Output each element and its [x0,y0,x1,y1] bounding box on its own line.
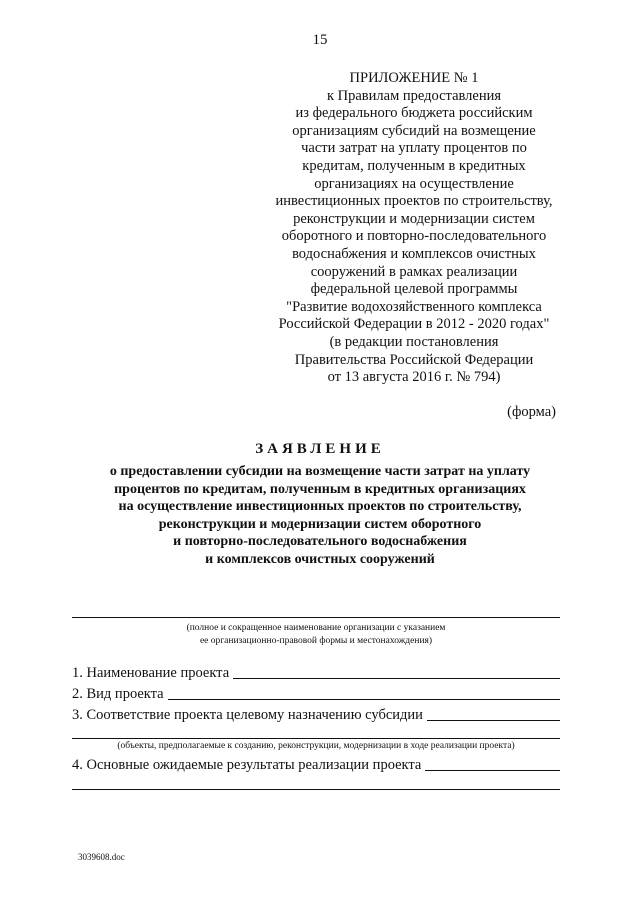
appendix-line: от 13 августа 2016 г. № 794) [327,369,501,386]
results-blank[interactable] [425,770,560,771]
project-name-blank[interactable] [233,678,560,679]
results-extra-line[interactable] [72,789,560,790]
results-field [72,757,560,774]
subtitle-line: о предоставлении субсидии на возмещение части затрат на уплату [109,464,531,479]
appendix-heading: ПРИЛОЖЕНИЕ № 1 [349,70,479,86]
appendix-line: к Правилам предоставления [326,87,502,104]
appendix-line: Российской Федерации в 2012 - 2020 годах" [278,316,550,333]
form-label: (форма) [507,404,556,420]
appendix-line: организациях на осуществление [314,175,514,192]
appendix-line: (в редакции постановления [329,333,499,350]
subtitle-line: процентов по кредитам, полученным в кредитных организациях [114,481,526,497]
appendix-block [256,70,572,387]
appendix-line: Правительства Российской Федерации [294,351,534,368]
appendix-line: кредитам, полученным в кредитных [302,157,526,174]
subtitle-line: и комплексов очистных сооружений [205,551,435,567]
appendix-line: водоснабжения и комплексов очистных [292,245,536,262]
organization-hint [72,622,560,648]
page-number: 15 [312,32,328,48]
appendix-line: части затрат на уплату процентов по [301,140,527,157]
appendix-line: инвестиционных проектов по строительству, [275,193,553,210]
document-title: ЗАЯВЛЕНИЕ [255,441,385,457]
appendix-line: сооружений в рамках реализации [310,263,518,280]
results-label: 4. Основные ожидаемые результаты реализации проекта [72,757,422,773]
appendix-line: из федерального бюджета российским [295,105,533,122]
subtitle-line: реконструкции и модернизации систем оборотного [158,516,482,532]
appendix-line: федеральной целевой программы [310,281,518,298]
subtitle-line: на осуществление инвестиционных проектов по строительству, [118,499,522,515]
organization-hint-line: (полное и сокращенное наименование организации с указанием [186,623,446,633]
subtitle-line: и повторно-последовательного водоснабжения [173,534,467,550]
compliance-label: 3. Соответствие проекта целевому назначению субсидии [72,707,423,723]
project-type-label: 2. Вид проекта [72,686,164,702]
compliance-field [72,707,560,724]
project-type-blank[interactable] [168,699,560,700]
objects-hint: (объекты, предполагаемые к созданию, реконструкции, модернизации в ходе реализации проекта) [117,741,515,751]
appendix-line: организациям субсидий на возмещение [292,122,536,139]
project-name-field [72,665,560,682]
objects-line[interactable] [72,738,560,739]
organization-name-line[interactable] [72,617,560,618]
organization-hint-line: ее организационно-правовой формы и местонахождения) [199,636,433,646]
appendix-line: оборотного и повторно-последовательного [281,228,547,245]
appendix-line: реконструкции и модернизации систем [293,210,535,227]
project-type-field [72,686,560,703]
document-subtitle [60,463,580,569]
project-name-label: 1. Наименование проекта [72,665,230,681]
compliance-blank[interactable] [427,720,560,721]
appendix-line: "Развитие водохозяйственного комплекса [286,298,542,315]
file-name: 3039608.doc [78,852,125,862]
